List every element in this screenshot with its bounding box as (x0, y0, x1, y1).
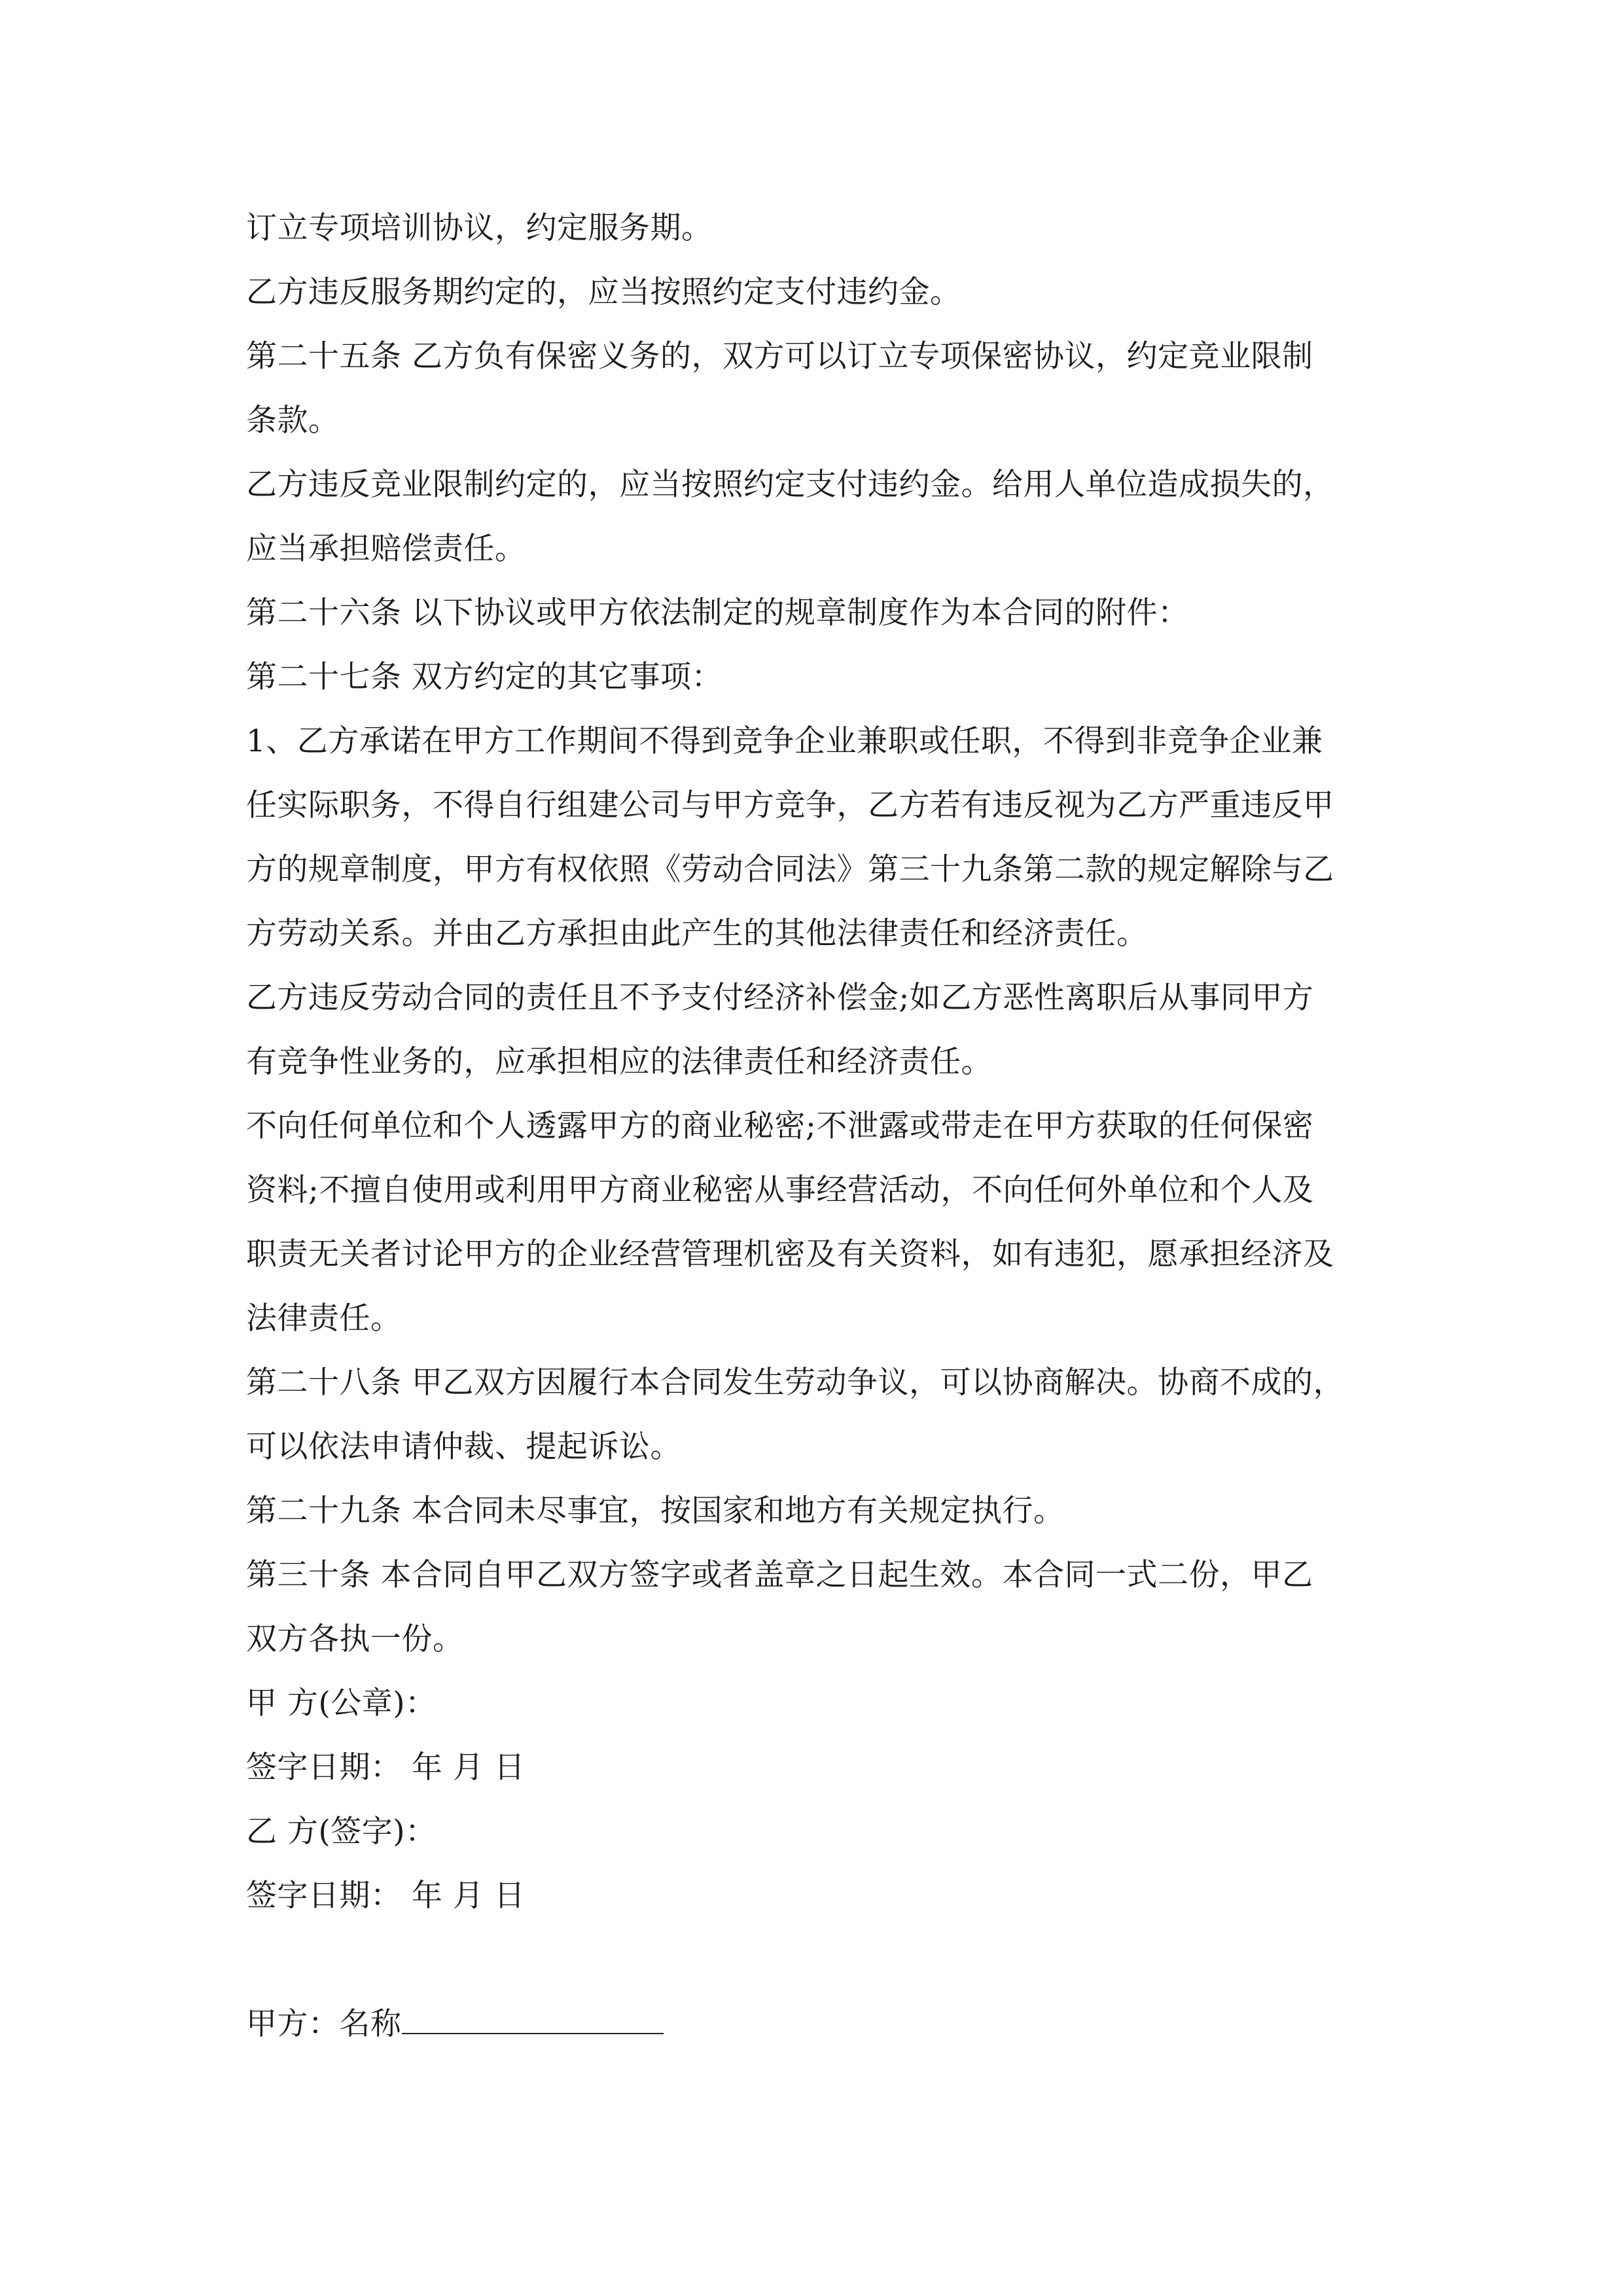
article-25-line: 第二十五条 乙方负有保密义务的，双方可以订立专项保密协议，约定竞业限制 (246, 338, 1313, 374)
paragraph-line: 职责无关者讨论甲方的企业经营管理机密及有关资料，如有违犯，愿承担经济及 (246, 1236, 1334, 1272)
paragraph-line: 乙方违反劳动合同的责任且不予支付经济补偿金;如乙方恶性离职后从事同甲方 (246, 980, 1314, 1016)
paragraph-line: 方劳动关系。并由乙方承担由此产生的其他法律责任和经济责任。 (246, 916, 1148, 952)
party-a-name-label: 甲方：名称 (246, 2006, 402, 2042)
party-b-sign-label: 乙 方(签字)： (246, 1814, 437, 1850)
paragraph-line: 条款。 (246, 403, 340, 439)
article-27-line: 第二十七条 双方约定的其它事项： (246, 659, 722, 695)
party-a-name-row (246, 1992, 1387, 2056)
paragraph-line: 1、乙方承诺在甲方工作期间不得到竞争企业兼职或任职，不得到非竞争企业兼 (246, 723, 1323, 759)
paragraph-line: 有竞争性业务的，应承担相应的法律责任和经济责任。 (246, 1044, 992, 1080)
paragraph-line: 应当承担赔偿责任。 (246, 531, 526, 567)
party-a-seal-label: 甲 方(公章)： (246, 1685, 437, 1721)
party-b-sign-date: 签字日期： 年 月 日 (246, 1878, 526, 1914)
document-body (246, 196, 1387, 2056)
party-a-sign-date: 签字日期： 年 月 日 (246, 1749, 526, 1785)
paragraph-line: 可以依法申请仲裁、提起诉讼。 (246, 1429, 681, 1465)
paragraph-line: 订立专项培训协议，约定服务期。 (246, 210, 713, 246)
paragraph-line: 法律责任。 (246, 1300, 402, 1336)
paragraph-line: 乙方违反竞业限制约定的，应当按照约定支付违约金。给用人单位造成损失的， (246, 467, 1334, 503)
paragraph-line: 乙方违反服务期约定的，应当按照约定支付违约金。 (246, 274, 961, 310)
article-30-line: 第三十条 本合同自甲乙双方签字或者盖章之日起生效。本合同一式二份，甲乙 (246, 1557, 1313, 1593)
article-26-line: 第二十六条 以下协议或甲方依法制定的规章制度作为本合同的附件： (246, 595, 1189, 631)
party-a-name-blank[interactable] (402, 1992, 664, 2034)
paragraph-line: 双方各执一份。 (246, 1621, 464, 1657)
paragraph-line: 资料;不擅自使用或利用甲方商业秘密从事经营活动，不向任何外单位和个人及 (246, 1172, 1314, 1208)
paragraph-line: 不向任何单位和个人透露甲方的商业秘密;不泄露或带走在甲方获取的任何保密 (246, 1108, 1314, 1144)
article-28-line: 第二十八条 甲乙双方因履行本合同发生劳动争议，可以协商解决。协商不成的， (246, 1365, 1344, 1401)
spacer (246, 1928, 1387, 1992)
article-29-line: 第二十九条 本合同未尽事宜，按国家和地方有关规定执行。 (246, 1493, 1065, 1529)
paragraph-line: 任实际职务，不得自行组建公司与甲方竞争，乙方若有违反视为乙方严重违反甲 (246, 787, 1334, 823)
paragraph-line: 方的规章制度，甲方有权依照《劳动合同法》第三十九条第二款的规定解除与乙 (246, 852, 1334, 888)
